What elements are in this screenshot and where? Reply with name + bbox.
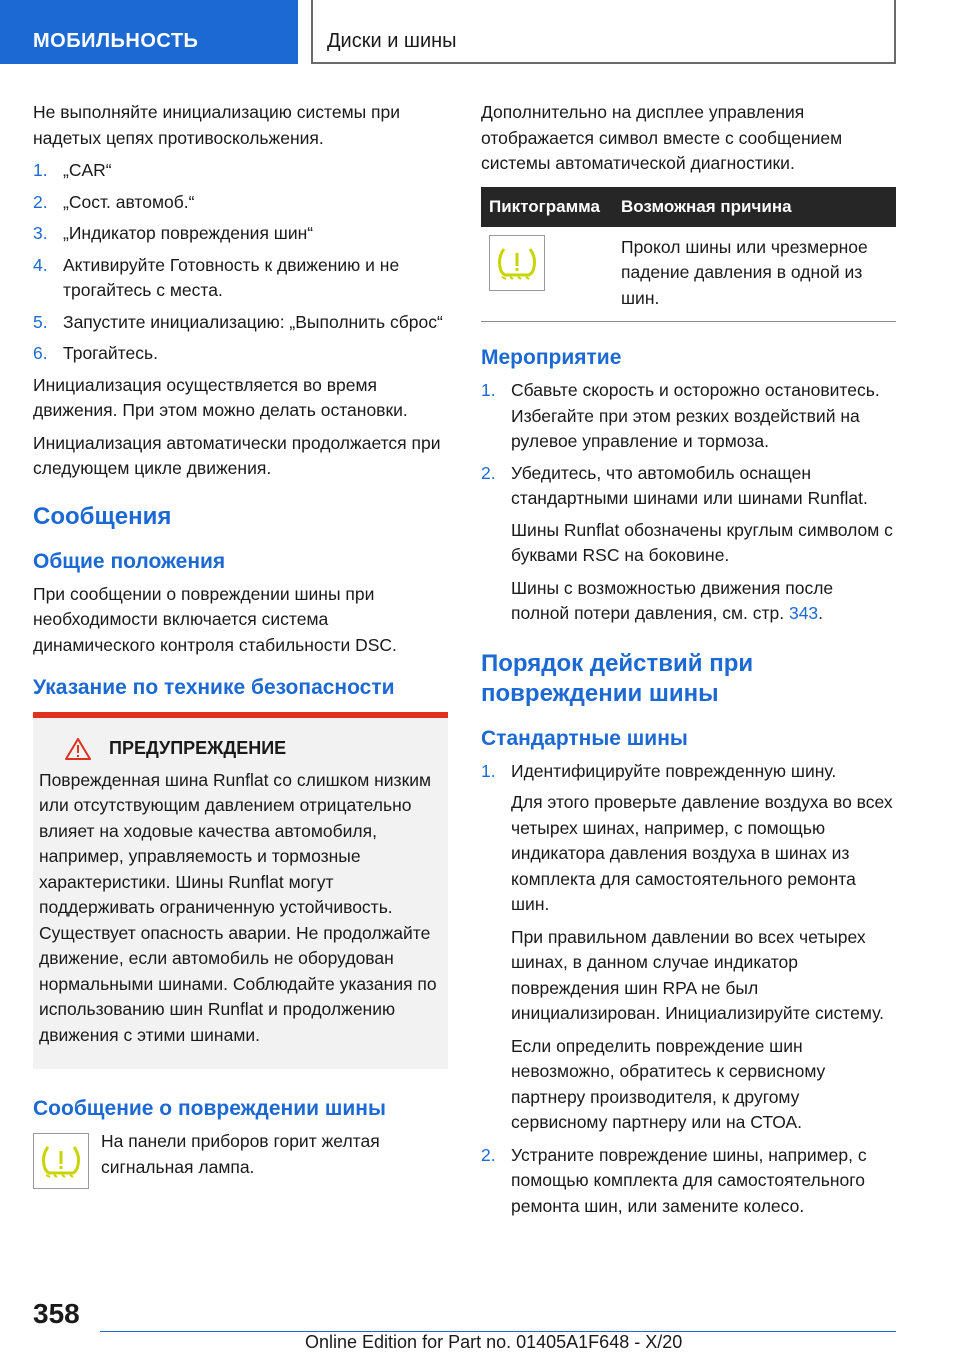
list-item	[33, 341, 448, 367]
list-item	[481, 759, 896, 785]
page-number: 358	[33, 1298, 80, 1329]
step-number: 2.	[481, 462, 496, 483]
list-item	[33, 253, 448, 304]
step-number: 1.	[481, 380, 496, 400]
init-steps-list	[33, 158, 448, 367]
edition-text: Online Edition for Part no. 01405A1F648 - X/20	[305, 1332, 683, 1352]
step-number: 4.	[33, 254, 48, 275]
step-text: „Индикатор повреждения шин“	[63, 223, 314, 243]
runflat-marking-text: Шины Runflat обозначены круглым символом с буквами RSC на боковине.	[511, 519, 893, 565]
warning-triangle-icon	[65, 738, 91, 760]
step-text: Активируйте Готовность к движению и не трогайтесь с места.	[63, 254, 400, 300]
page-reference-link[interactable]: 343	[788, 603, 819, 623]
procedure-sub-2: При правильном давлении во всех четырех шинах, в данном случае индикатор повреждения шин RPA не был инициализирован. Инициализируйте систему.	[511, 926, 884, 1023]
left-column	[33, 100, 448, 1189]
table-cell-cause: Прокол шины или чрезмерное падение давления в одной из шин.	[613, 227, 896, 322]
heading-procedure: Порядок действий при повреждении шины	[481, 649, 754, 707]
table-row	[481, 227, 896, 322]
step-text: „CAR“	[63, 160, 112, 180]
general-paragraph: При сообщении о повреждении шины при необходимости включается система динамического контроля стабильности DSC.	[33, 583, 397, 655]
runflat-reference-text: Шины с возможностью движения после полной потери давления, см. стр. 343.	[511, 577, 834, 623]
list-item	[481, 378, 896, 455]
step-text: Устраните повреждение шины, например, с помощью комплекта для самостоятельного ремонта шин, или замените колесо.	[511, 1144, 867, 1216]
tire-message-row	[33, 1129, 448, 1189]
section-tab	[0, 0, 298, 64]
tire-message-text: На панели приборов горит желтая сигнальная лампа.	[101, 1131, 380, 1177]
procedure-sub-3: Если определить повреждение шин невозможно, обратитесь к сервисному партнеру производителя, к другому сервисному партнеру или на СТОА.	[511, 1035, 826, 1132]
table-header-row	[481, 187, 896, 227]
chapter-title: Диски и шины	[327, 30, 457, 52]
section-title: МОБИЛЬНОСТЬ	[33, 30, 199, 52]
tire-pressure-warning-icon	[489, 235, 545, 291]
warning-text: Поврежденная шина Runflat со слишком низким или отсутствующим давлением отрицательно влияет на ходовые качества автомобиля, например, управляемость и тормозные характеристики. Шины Runflat могут поддерживать ограниченную устойчивость. Существует опасность аварии. Не продолжайте движение, если автомобиль не оборудован нормальными шинами. Соблюдайте указания по использованию шин Runflat и продолжению движения с этими шинами.	[39, 769, 437, 1045]
tire-pressure-warning-icon	[33, 1133, 89, 1189]
step-text: Убедитесь, что автомобиль оснащен стандартными шинами или шинами Runflat.	[511, 462, 868, 508]
step-text: Сбавьте скорость и осторожно остановитесь. Избегайте при этом резких воздействий на рулевое управление и тормоза.	[511, 380, 880, 451]
procedure-list-2	[481, 1143, 896, 1220]
step-number: 1.	[481, 760, 496, 781]
table-cell-icon	[481, 227, 613, 322]
list-item	[481, 461, 896, 512]
step-text: „Сост. автомоб.“	[63, 191, 195, 212]
step-number: 2.	[481, 1144, 496, 1165]
list-item	[33, 158, 448, 184]
procedure-sub-1: Для этого проверьте давление воздуха во всех четырех шинах, например, с помощью индикатора давления воздуха в шинах из комплекта для самостоятельного ремонта шин.	[511, 792, 893, 914]
step-number: 3.	[33, 223, 48, 243]
step-number: 5.	[33, 311, 48, 332]
list-item	[33, 221, 448, 247]
list-item	[33, 310, 448, 336]
heading-general: Общие положения	[33, 549, 226, 573]
init-paragraph-2: Инициализация автоматически продолжается при следующем цикле движения.	[33, 432, 441, 478]
right-column	[481, 100, 896, 1225]
symbol-table	[481, 187, 896, 323]
warning-title: ПРЕДУПРЕЖДЕНИЕ	[109, 738, 287, 758]
step-text: Идентифицируйте поврежденную шину.	[511, 760, 837, 781]
table-header-cause: Возможная причина	[613, 187, 896, 227]
measures-list	[481, 378, 896, 512]
heading-measures: Мероприятие	[481, 346, 622, 369]
list-item	[33, 190, 448, 216]
warning-header	[39, 736, 442, 762]
step-text: Запустите инициализацию: „Выполнить сброс“	[63, 311, 443, 332]
warning-box	[33, 712, 448, 1069]
heading-tire-message: Сообщение о повреждении шины	[33, 1097, 386, 1120]
chapter-tab	[311, 0, 896, 64]
step-text: Трогайтесь.	[63, 343, 158, 363]
heading-standard-tires: Стандартные шины	[481, 726, 688, 750]
table-header-pictogram: Пиктограмма	[481, 187, 613, 227]
step-number: 1.	[33, 160, 48, 180]
step-number: 6.	[33, 343, 48, 363]
intro-paragraph: Не выполняйте инициализацию системы при надетых цепях противоскольжения.	[33, 102, 401, 148]
heading-safety: Указание по технике безопасности	[33, 676, 395, 699]
procedure-list	[481, 759, 896, 785]
heading-messages: Сообщения	[33, 502, 172, 530]
init-paragraph-1: Инициализация осуществляется во время движения. При этом можно делать остановки.	[33, 374, 408, 420]
display-intro: Дополнительно на дисплее управления отображается символ вместе с сообщением системы автоматической диагностики.	[481, 102, 843, 173]
list-item	[481, 1143, 896, 1220]
step-number: 2.	[33, 191, 48, 212]
